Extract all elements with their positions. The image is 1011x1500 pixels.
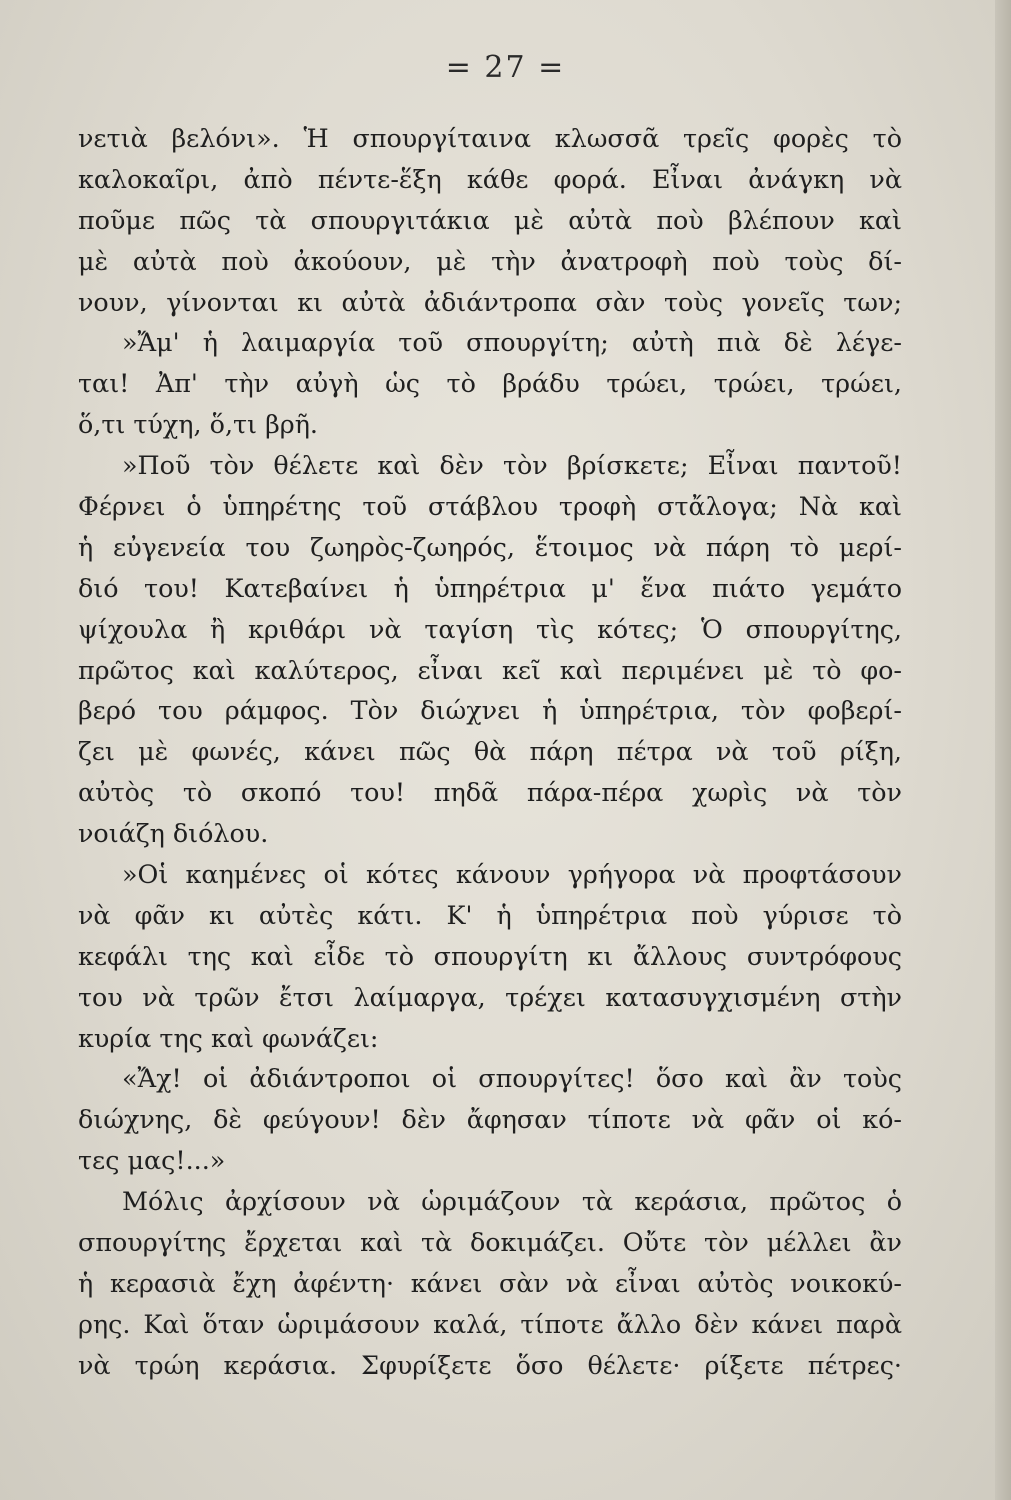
text-line: τες μας!...» (78, 1145, 226, 1176)
text-line: νετιὰ βελόνι». Ἡ σπουργίταινα κλωσσᾶ τρεῖς φορὲς τὸ (78, 123, 902, 153)
body-text (78, 118, 902, 1386)
text-line: «Ἄχ! οἱ ἀδιάντροποι οἱ σπουργίτες! ὅσο καὶ ἂν τοὺς (122, 1063, 902, 1094)
text-line: ὅ,τι τύχη, ὅ,τι βρῆ. (78, 409, 318, 440)
text-line: νὰ φᾶν κι αὐτὲς κάτι. Κ' ἡ ὑπηρέτρια ποὺ γύρισε τὸ (78, 899, 902, 930)
text-line: καλοκαῖρι, ἀπὸ πέντε-ἕξη κάθε φορά. Εἶναι ἀνάγκη νὰ (78, 163, 902, 194)
text-line: του νὰ τρῶν ἔτσι λαίμαργα, τρέχει κατασυγχισμένη στὴν (78, 981, 902, 1012)
text-line: »Ἄμ' ἡ λαιμαργία τοῦ σπουργίτη; αὐτὴ πιὰ δὲ λέγε- (122, 327, 902, 358)
text-line: »Ποῦ τὸν θέλετε καὶ δὲν τὸν βρίσκετε; Εἶναι παντοῦ! (122, 450, 902, 481)
text-line: ψίχουλα ἢ κριθάρι νὰ ταγίση τὶς κότες; Ὁ σπουργίτης, (78, 613, 902, 644)
text-line: διώχνης, δὲ φεύγουν! δὲν ἄφησαν τίποτε νὰ φᾶν οἱ κό- (78, 1104, 902, 1135)
text-line: αὐτὸς τὸ σκοπό του! πηδᾶ πάρα-πέρα χωρὶς νὰ τὸν (78, 777, 902, 808)
text-line: νουν, γίνονται κι αὐτὰ ἀδιάντροπα σὰν τοὺς γονεῖς των; (78, 286, 902, 317)
text-line: νὰ τρώη κεράσια. Σφυρίξετε ὅσο θέλετε· ρίξετε πέτρες· (78, 1349, 902, 1380)
text-line: νοιάζη διόλου. (78, 818, 269, 849)
text-line: Μόλις ἀρχίσουν νὰ ὡριμάζουν τὰ κεράσια, πρῶτος ὁ (122, 1186, 902, 1217)
text-line: σπουργίτης ἔρχεται καὶ τὰ δοκιμάζει. Οὔτε τὸν μέλλει ἂν (78, 1227, 902, 1258)
text-line: ζει μὲ φωνές, κάνει πῶς θὰ πάρη πέτρα νὰ τοῦ ρίξη, (78, 736, 902, 767)
text-line: διό του! Κατεβαίνει ἡ ὑπηρέτρια μ' ἕνα πιάτο γεμάτο (78, 572, 902, 603)
text-line: ἡ εὐγενεία του ζωηρὸς-ζωηρός, ἕτοιμος νὰ πάρη τὸ μερί- (78, 531, 902, 562)
text-line: »Οἱ καημένες οἱ κότες κάνουν γρήγορα νὰ προφτάσουν (122, 859, 902, 890)
page-number: = 27 = (445, 50, 566, 85)
text-line: πρῶτος καὶ καλύτερος, εἶναι κεῖ καὶ περιμένει μὲ τὸ φο- (78, 654, 902, 685)
text-line: κυρία της καὶ φωνάζει: (78, 1022, 379, 1053)
text-line: ρης. Καὶ ὅταν ὡριμάσουν καλά, τίποτε ἄλλο δὲν κάνει παρὰ (78, 1308, 902, 1339)
text-line: ποῦμε πῶς τὰ σπουργιτάκια μὲ αὐτὰ ποὺ βλέπουν καὶ (78, 204, 902, 235)
text-line: ται! Ἀπ' τὴν αὐγὴ ὡς τὸ βράδυ τρώει, τρώει, τρώει, (78, 368, 902, 399)
text-line: μὲ αὐτὰ ποὺ ἀκούουν, μὲ τὴν ἀνατροφὴ ποὺ τοὺς δί- (78, 245, 902, 276)
text-line: Φέρνει ὁ ὑπηρέτης τοῦ στάβλου τροφὴ στἄλογα; Νὰ καὶ (78, 491, 902, 522)
page-edge-shadow (995, 0, 1011, 1500)
text-line: βερό του ράμφος. Τὸν διώχνει ἡ ὑπηρέτρια, τὸν φοβερί- (78, 695, 902, 726)
text-line: ἡ κερασιὰ ἔχη ἀφέντη· κάνει σὰν νὰ εἶναι αὐτὸς νοικοκύ- (78, 1267, 902, 1298)
text-line: κεφάλι της καὶ εἶδε τὸ σπουργίτη κι ἄλλους συντρόφους (78, 940, 902, 971)
